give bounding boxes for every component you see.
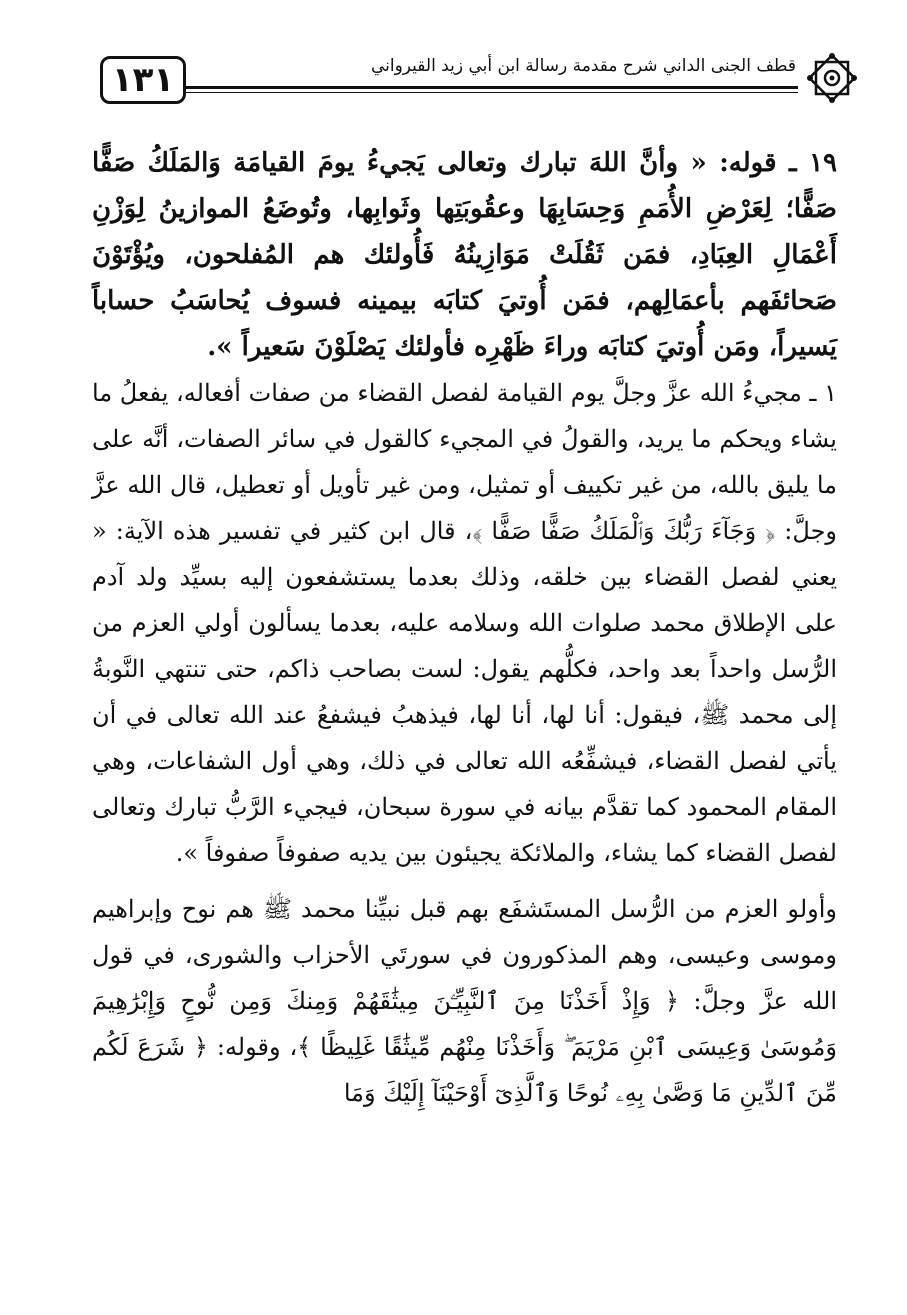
- header-rule: [186, 86, 798, 93]
- running-title: قطف الجنى الداني شرح مقدمة رسالة ابن أبي زيد القيرواني: [370, 56, 796, 76]
- page-body: [92, 140, 837, 1116]
- matn-paragraph: ١٩ ـ قوله: « وأنَّ اللهَ تبارك وتعالى يَجيءُ يومَ القيامَة وَالمَلَكُ صَفًّا صَفًّا؛ لِعَرْضِ الأُمَمِ وَحِسَابِهَا وعقُوبَتِها وثَوابِها، وتُوضَعُ الموازينُ لِوَزْنِ أَعْمَالِ العِبَادِ، فمَن ثَقُلَتْ مَوَازِينُهُ فَأُولئك هم المُفلحون، ويُؤْتَوْنَ صَحائفَهم بأعمَالِهم، فمَن أُوتيَ كتابَه بيمينه فسوف يُحاسَبُ حساباً يَسيراً، ومَن أُوتيَ كتابَه وراءَ ظَهْرِه فأولئك يَصْلَوْنَ سَعيراً ».: [92, 148, 837, 362]
- commentary-paragraph-2: وأولو العزم من الرُّسل المستَشفَع بهم قبل نبيِّنا محمد ﷺ هم نوح وإبراهيم وموسى وعيسى، وهم المذكورون في سورتَي الأحزاب والشورى، في قول الله عزَّ وجلَّ: ﴿ وَإِذْ أَخَذْنَا مِنَ ٱلنَّبِيِّـۧنَ مِيثَٰقَهُمْ وَمِنكَ وَمِن نُّوحٍ وَإِبْرَٰهِيمَ وَمُوسَىٰ وَعِيسَى ٱبْنِ مَرْيَمَ ۖ وَأَخَذْنَا مِنْهُم مِّيثَٰقًا غَلِيظًا ﴾، وقوله: ﴿ شَرَعَ لَكُم مِّنَ ٱلدِّينِ مَا وَصَّىٰ بِهِۦ نُوحًا وَٱلَّذِىٓ أَوْحَيْنَآ إِلَيْكَ وَمَا: [92, 895, 837, 1107]
- star-flower-ornament-icon: [804, 50, 860, 106]
- page-header: [100, 50, 860, 112]
- commentary-paragraph: ١ ـ مجيءُ الله عزَّ وجلَّ يوم القيامة لفصل القضاء من صفات أفعاله، يفعلُ ما يشاء ويحكم ما يريد، والقولُ في المجيء كالقول في سائر الصفات، أنَّه على ما يليق بالله، من غير تكييف أو تمثيل، ومن غير تأويل أو تعطيل، قال الله عزَّ وجلَّ: ﴿ وَجَآءَ رَبُّكَ وَٱلْمَلَكُ صَفًّا صَفًّا ﴾، قال ابن كثير في تفسير هذه الآية: « يعني لفصل القضاء بين خلقه، وذلك بعدما يستشفعون إليه بسيِّد ولد آدم على الإطلاق محمد صلوات الله وسلامه عليه، بعدما يسألون أولي العزم من الرُّسل واحداً بعد واحد، فكلُّهم يقول: لست بصاحب ذاكم، حتى تنتهي النَّوبةُ إلى محمد ﷺ، فيقول: أنا لها، أنا لها، فيذهبُ فيشفعُ عند الله تعالى في أن يأتي لفصل القضاء، فيشفِّعُه الله تعالى في ذلك، وهي أول الشفاعات، وهي المقام المحمود كما تقدَّم بيانه في سورة سبحان، فيجيء الرَّبُّ تبارك وتعالى لفصل القضاء كما يشاء، والملائكة يجيئون بين يديه صفوفاً صفوفاً ».: [92, 379, 837, 867]
- page-number: ١٣١: [100, 56, 186, 104]
